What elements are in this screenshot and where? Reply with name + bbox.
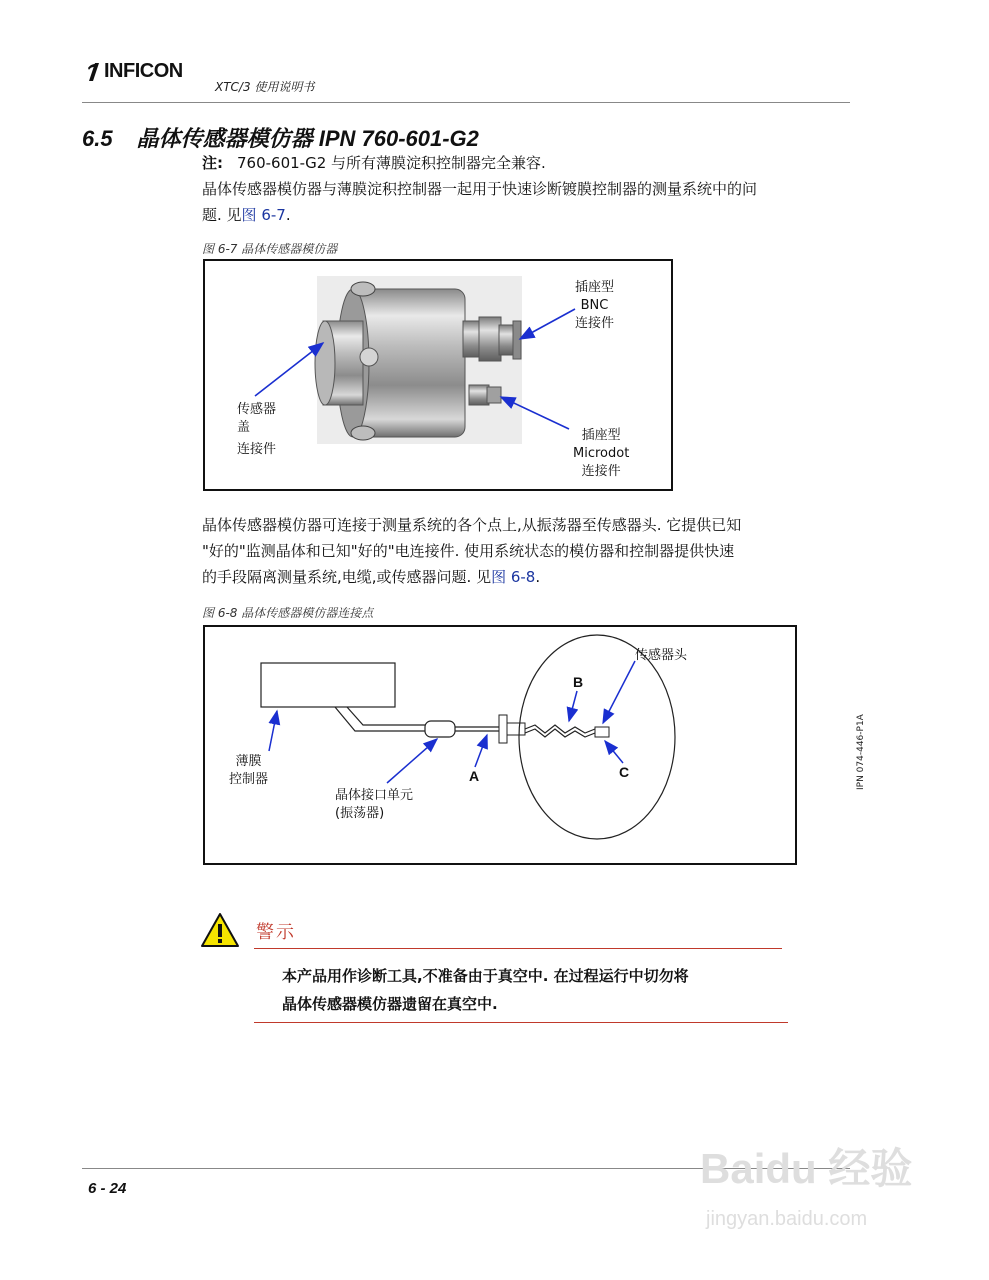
side-ipn: IPN 074-446-P1A	[856, 714, 866, 790]
watermark-logo: Baidu 经验	[700, 1145, 913, 1192]
point-c-arrow	[605, 741, 623, 763]
brand-name: INFICON	[104, 60, 183, 82]
section-title: 晶体传感器模仿器 IPN 760-601-G2	[136, 126, 479, 151]
section-heading	[82, 122, 479, 153]
interface-arrow	[387, 739, 437, 783]
point-b-arrow	[569, 691, 577, 721]
warning-icon	[200, 912, 240, 948]
connection-diagram	[205, 627, 795, 863]
header-rule	[82, 102, 850, 103]
controller-box	[261, 663, 395, 707]
oscillator-unit	[425, 721, 455, 737]
note-label: 注:	[202, 154, 223, 172]
sensor-head-arrow	[603, 661, 635, 723]
interface-label: 晶体接口单元 (振荡器)	[335, 788, 414, 821]
warning-top-rule	[254, 948, 782, 949]
point-a-arrow	[475, 735, 487, 767]
document-title: XTC/3 使用说明书	[215, 80, 315, 94]
sensor-cap-label: 传感器 盖 连接件	[237, 402, 277, 457]
figure-6-8-link[interactable]: 图 6-8	[491, 568, 536, 586]
bnc-arrow	[520, 309, 575, 339]
section-number: 6.5	[82, 126, 113, 151]
paragraph-simulator-line: "好的"监测晶体和已知"好的"电连接件. 使用系统状态的模仿器和控制器提供快速	[202, 542, 735, 560]
paragraph-intro-line: 晶体传感器模仿器与薄膜淀积控制器一起用于快速诊断镀膜控制器的测量系统中的问	[202, 180, 758, 198]
figure-6-7-link[interactable]: 图 6-7	[241, 206, 286, 224]
note	[202, 150, 546, 176]
sensor-head-shape	[595, 727, 609, 737]
bnc-label: 插座型 BNC 连接件	[575, 280, 615, 331]
controller-arrow	[269, 711, 277, 751]
controller-label: 薄膜 控制器	[229, 754, 269, 787]
paragraph-simulator-line: 的手段隔离测量系统,电缆,或传感器问题. 见图 6-8.	[202, 568, 541, 586]
page-number: 6 - 24	[88, 1180, 127, 1197]
sensor-head-label: 传感器头	[635, 648, 688, 663]
figure-6-8-caption: 图 6-8 晶体传感器模仿器连接点	[202, 606, 374, 620]
figure-6-8	[203, 625, 797, 865]
point-b-label: B	[573, 674, 584, 690]
inficon-logo	[86, 60, 183, 83]
sensor-cap-arrow	[255, 343, 323, 396]
inficon-logo-icon	[86, 62, 100, 82]
watermark-url: jingyan.baidu.com	[706, 1208, 868, 1230]
note-text: 760-601-G2 与所有薄膜淀积控制器完全兼容.	[237, 154, 546, 172]
warning-bottom-rule	[254, 1022, 788, 1023]
paragraph-simulator-line: 晶体传感器模仿器可连接于测量系统的各个点上,从振荡器至传感器头. 它提供已知	[202, 516, 742, 534]
warning-title: 警示	[256, 922, 296, 943]
point-a-label: A	[469, 768, 480, 784]
figure-6-7-caption: 图 6-7 晶体传感器模仿器	[202, 242, 338, 256]
figure-6-7	[203, 259, 673, 491]
paragraph-simulator	[202, 512, 862, 590]
point-c-label: C	[619, 764, 630, 780]
warning-text: 本产品用作诊断工具,不准备由于真空中. 在过程运行中切勿将 晶体传感器模仿器遗留在真空中.	[282, 967, 689, 1013]
microdot-label: 插座型 Microdot 连接件	[573, 428, 630, 479]
paragraph-intro-line: 题. 见图 6-7.	[202, 206, 291, 224]
paragraph-intro	[202, 176, 862, 228]
